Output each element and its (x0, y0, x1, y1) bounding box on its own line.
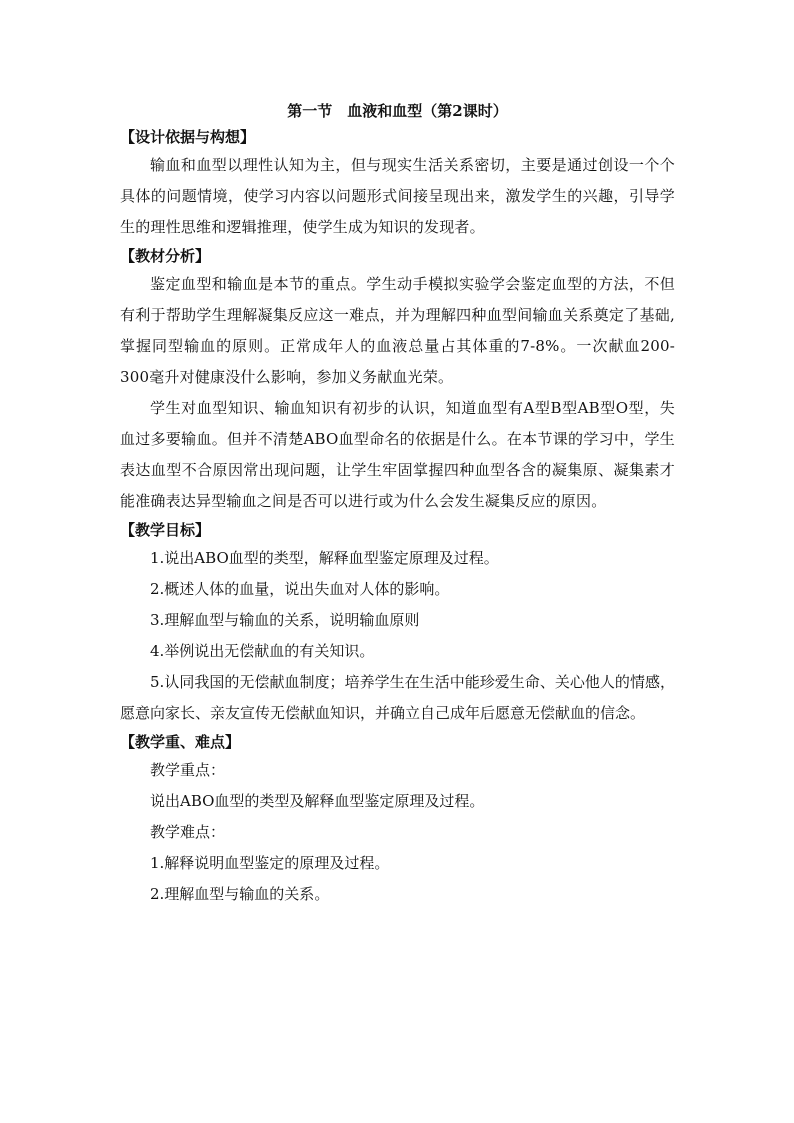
difficulty-item-1: 1.解释说明血型鉴定的原理及过程。 (150, 854, 390, 872)
focus-label: 教学重点： (150, 761, 226, 779)
difficulty-label: 教学难点： (150, 823, 226, 841)
document-content (120, 98, 675, 910)
objective-item-5: 5.认同我国的无偿献血制度；培养学生在生活中能珍爱生命、关心他人的情感，愿意向家长、亲友宣传无偿献血知识，并确立自己成年后愿意无偿献血的信念。 (120, 673, 675, 722)
analysis-paragraph-1: 鉴定血型和输血是本节的重点。学生动手模拟实验学会鉴定血型的方法，不但有利于帮助学生理解凝集反应这一难点，并为理解四种血型间输血关系奠定了基础,掌握同型输血的原则。正常成年人的血液总量占其体重的7-8%。一次献血200-300毫升对健康没什么影响，参加义务献血光荣。 (120, 275, 675, 386)
section-heading-keypoints: 【教学重、难点】 (120, 733, 241, 751)
section-heading-objectives: 【教学目标】 (120, 521, 211, 539)
objective-item-4: 4.举例说出无偿献血的有关知识。 (150, 642, 375, 660)
section-heading-analysis: 【教材分析】 (120, 247, 211, 265)
objective-item-1: 1.说出ABO血型的类型，解释血型鉴定原理及过程。 (150, 549, 499, 567)
section-heading-design: 【设计依据与构想】 (120, 128, 256, 146)
difficulty-item-2: 2.理解血型与输血的关系。 (150, 885, 330, 903)
page-title: 第一节 血液和血型（第2课时） (287, 102, 508, 120)
objective-item-2: 2.概述人体的血量，说出失血对人体的影响。 (150, 580, 450, 598)
objective-item-3: 3.理解血型与输血的关系，说明输血原则 (150, 611, 420, 629)
design-paragraph-1: 输血和血型以理性认知为主，但与现实生活关系密切，主要是通过创设一个个具体的问题情境，使学习内容以问题形式间接呈现出来，激发学生的兴趣，引导学生的理性思维和逻辑推理，使学生成为知识的发现者。 (120, 156, 675, 236)
analysis-paragraph-2: 学生对血型知识、输血知识有初步的认识，知道血型有A型B型AB型O型，失血过多要输血。但并不清楚ABO血型命名的依据是什么。在本节课的学习中，学生表达血型不合原因常出现问题，让学生牢固掌握四种血型各含的凝集原、凝集素才能准确表达异型输血之间是否可以进行或为什么会发生凝集反应的原因。 (120, 399, 675, 510)
focus-text: 说出ABO血型的类型及解释血型鉴定原理及过程。 (150, 792, 485, 810)
